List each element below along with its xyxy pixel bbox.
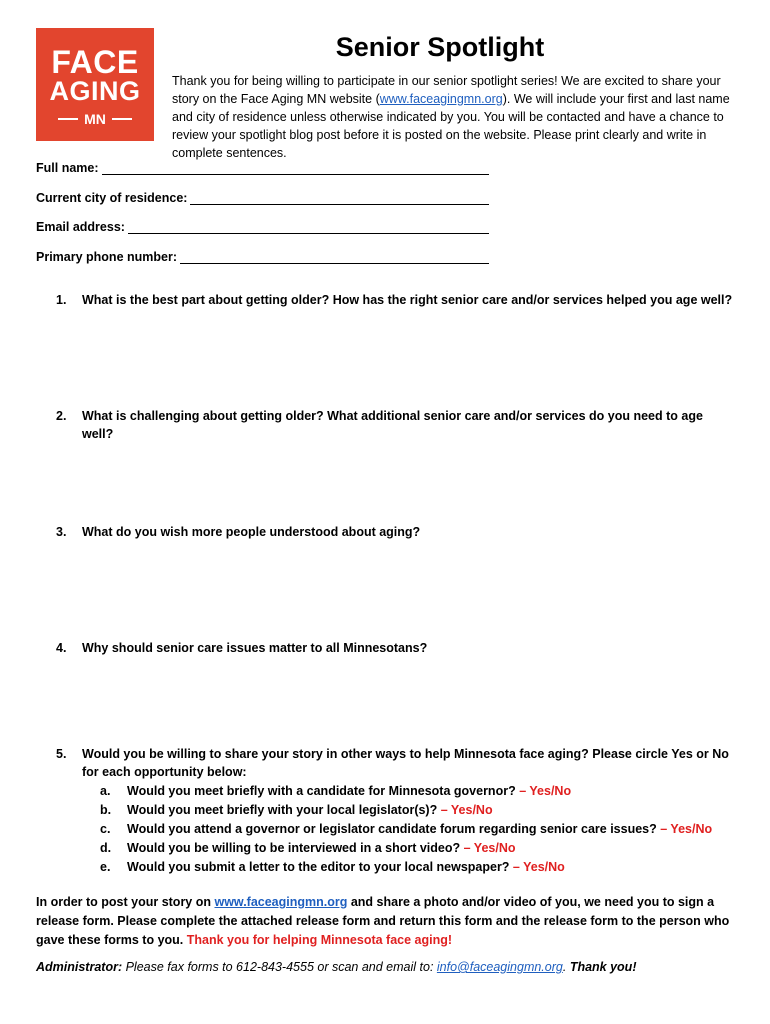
sub-question-list — [100, 782, 740, 877]
closing-text-middle: and share a photo and/or video of you, we need you to sign a release form. Please complete the attached release form and return this form and the release form to the person who gave these forms to you. — [36, 895, 730, 947]
yes-no-choice[interactable]: – Yes/No — [440, 803, 493, 817]
question-1 — [56, 291, 736, 309]
intro-text-start: Thank you for being willing to participate in our senior spotlight series! We are excited to share your story on the Face Aging MN website ( — [172, 74, 721, 106]
administrator-thanks: Thank you! — [569, 960, 637, 974]
full-name-blank-line[interactable] — [102, 161, 489, 175]
yes-no-choice[interactable]: – Yes/No — [519, 784, 572, 798]
question-number: 2. — [56, 409, 67, 423]
sub-question-body — [127, 782, 571, 801]
logo-line-mn-row — [36, 111, 154, 127]
question-number: 1. — [56, 293, 67, 307]
question-number: 3. — [56, 525, 67, 539]
question-text: What is challenging about getting older? What additional senior care and/or services do you need to age well? — [82, 409, 703, 441]
sub-question-letter: e. — [100, 860, 111, 874]
sub-question-d — [100, 839, 740, 858]
page-title: Senior Spotlight — [335, 32, 545, 62]
administrator-text: Please fax forms to 612-843-4555 or scan and email to: — [122, 960, 437, 974]
closing-thanks: Thank you for helping Minnesota face aging! — [186, 933, 453, 947]
question-text: Why should senior care issues matter to all Minnesotans? — [82, 641, 428, 655]
full-name-field[interactable] — [36, 161, 489, 175]
yes-no-choice[interactable]: – Yes/No — [463, 841, 516, 855]
logo-line-mn: MN — [84, 111, 106, 127]
yes-no-choice[interactable]: – Yes/No — [512, 860, 565, 874]
sub-question-text: Would you submit a letter to the editor to your local newspaper? — [127, 860, 513, 874]
sub-question-a — [100, 782, 740, 801]
administrator-note — [36, 960, 736, 974]
question-number: 4. — [56, 641, 67, 655]
contact-email-link[interactable]: info@faceagingmn.org — [436, 960, 563, 974]
phone-blank-line[interactable] — [180, 250, 489, 264]
question-5 — [56, 745, 736, 781]
intro-paragraph — [172, 72, 738, 162]
logo-dash-right — [112, 118, 132, 120]
closing-text-start: In order to post your story on — [36, 895, 215, 909]
administrator-label: Administrator: — [36, 960, 123, 974]
administrator-period: . — [562, 960, 570, 974]
yes-no-choice[interactable]: – Yes/No — [660, 822, 713, 836]
phone-field[interactable] — [36, 250, 489, 264]
city-label: Current city of residence: — [36, 191, 188, 205]
full-name-label: Full name: — [36, 161, 99, 175]
sub-question-b — [100, 801, 740, 820]
sub-question-body — [127, 839, 516, 858]
closing-website-link[interactable]: www.faceagingmn.org — [214, 895, 348, 909]
logo-line-face: FACE — [51, 44, 139, 80]
sub-question-text: Would you be willing to be interviewed in a short video? — [127, 841, 464, 855]
question-3 — [56, 523, 736, 541]
sub-question-text: Would you meet briefly with your local legislator(s)? — [127, 803, 441, 817]
intro-text-end: ). We will include your first and last name and city of residence unless otherwise indicated by you. You will be contacted and have a chance to review your spotlight blog post before it is posted on the website. Please print clearly and write in complete sentences. — [172, 92, 730, 160]
phone-label: Primary phone number: — [36, 250, 177, 264]
email-label: Email address: — [36, 220, 125, 234]
sub-question-letter: b. — [100, 803, 112, 817]
sub-question-letter: d. — [100, 841, 112, 855]
question-number: 5. — [56, 747, 67, 761]
question-text: What do you wish more people understood about aging? — [82, 525, 421, 539]
sub-question-c — [100, 820, 740, 839]
city-blank-line[interactable] — [190, 191, 489, 205]
sub-question-body — [127, 858, 565, 877]
sub-question-letter: c. — [100, 822, 111, 836]
closing-paragraph — [36, 893, 736, 950]
question-text: Would you be willing to share your story in other ways to help Minnesota face aging? Please circle Yes or No for each opportunity below: — [82, 747, 729, 779]
logo-dash-left — [58, 118, 78, 120]
email-field[interactable] — [36, 220, 489, 234]
question-4 — [56, 639, 736, 657]
city-field[interactable] — [36, 191, 489, 205]
sub-question-letter: a. — [100, 784, 111, 798]
sub-question-body — [127, 801, 493, 820]
face-aging-mn-logo — [36, 28, 154, 141]
email-blank-line[interactable] — [128, 220, 489, 234]
logo-line-aging: AGING — [49, 76, 141, 106]
question-2 — [56, 407, 736, 443]
sub-question-text: Would you meet briefly with a candidate for Minnesota governor? — [127, 784, 520, 798]
sub-question-body — [127, 820, 712, 839]
question-text: What is the best part about getting older? How has the right senior care and/or services helped you age well? — [82, 293, 733, 307]
sub-question-e — [100, 858, 740, 877]
intro-website-link[interactable]: www.faceagingmn.org — [379, 92, 503, 106]
sub-question-text: Would you attend a governor or legislator candidate forum regarding senior care issues? — [127, 822, 661, 836]
